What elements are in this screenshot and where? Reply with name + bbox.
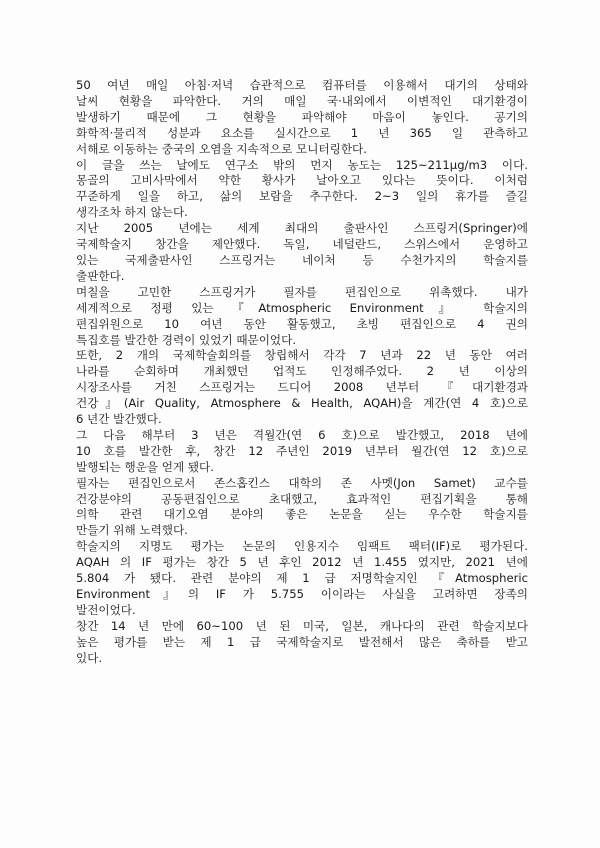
paragraph: [76, 78, 528, 158]
text-line: 서해로 이동하는 중국의 오염을 지속적으로 모니터링한다.: [76, 141, 367, 156]
paragraph: [76, 476, 528, 540]
paragraph: [76, 619, 528, 667]
text-line: 건강분야의 공동편집인으로 초대했고, 효과적인 편집기획을 통해: [76, 491, 528, 506]
text-line: 발생하기 때문에 그 현황을 파악해야 마음이 놓인다. 공기의: [76, 109, 528, 124]
text-line: 며칠을 고민한 스프링거가 필자를 편집인으로 위촉했다. 내가: [76, 284, 528, 299]
text-line: 이 글을 쓰는 날에도 연구소 밖의 먼지 농도는 125~211μg/m3 이다.: [76, 157, 528, 172]
text-line: 필자는 편집인으로서 존스홉킨스 대학의 존 사멧(Jon Samet) 교수를: [76, 475, 528, 490]
text-line: 있다.: [76, 650, 103, 665]
text-line: 50 여년 매일 아침·저녁 습관적으로 컴퓨터를 이용해서 대기의 상태와: [76, 78, 528, 92]
paragraph: [76, 221, 528, 285]
text-line: 5.804 가 됐다. 관련 분야의 제 1 급 저명학술지인 『Atmospheric: [76, 571, 528, 586]
text-line: 출판한다.: [76, 268, 125, 283]
text-line: 의학 관련 대기오염 분야의 좋은 논문을 싣는 우수한 학술지를: [76, 507, 528, 522]
text-line: 몽골의 고비사막에서 약한 황사가 날아오고 있다는 뜻이다. 이처럼: [76, 173, 528, 188]
text-line: 세계적으로 정평 있는 『Atmospheric Environment』 학술지의: [76, 300, 528, 315]
text-line: 발행되는 행운을 얻게 됐다.: [76, 459, 214, 474]
text-line: 지난 2005 년에는 세계 최대의 출판사인 스프링거(Springer)에: [76, 221, 528, 236]
text-line: 창간 14 년 만에 60~100 년 된 미국, 일본, 캐나다의 관련 학술지보다: [76, 618, 528, 633]
paragraph: [76, 428, 528, 476]
text-line: 날씨 현황을 파악한다. 거의 매일 국·내외에서 이변적인 대기환경이: [76, 93, 528, 108]
text-line: 나라를 순회하며 개최했던 업적도 인정해주었다. 2 년 이상의: [76, 364, 528, 379]
text-line: 특집호를 발간한 경력이 있었기 때문이었다.: [76, 332, 297, 347]
text-line: Environment』의 IF 가 5.755 이이라는 사실을 고려하면 장족의: [76, 587, 528, 601]
text-line: 국제학술지 창간을 제안했다. 독일, 네덜란드, 스위스에서 운영하고: [76, 237, 528, 252]
paragraph: [76, 285, 528, 349]
text-line: 건강』(Air Quality, Atmosphere & Health, AQAH)을 계간(연 4 호)으로: [76, 396, 528, 411]
text-line: 높은 평가를 받는 제 1 급 국제학술지로 발전해서 많은 축하를 받고: [76, 634, 528, 649]
text-line: 시장조사를 거친 스프링거는 드디어 2008 년부터 『대기환경과: [76, 380, 528, 395]
text-line: 꾸준하게 일을 하고, 삶의 보람을 추구한다. 2~3 일의 휴가를 즐길: [76, 189, 528, 204]
text-line: 10 호를 발간한 후, 창간 12 주년인 2019 년부터 월간(연 12 호)으로: [76, 443, 528, 458]
text-line: 화학적·물리적 성분과 요소를 실시간으로 1 년 365 일 관측하고: [76, 125, 528, 140]
text-line: 6 년간 발간했다.: [76, 412, 162, 427]
text-line: AQAH 의 IF 평가는 창간 5 년 후인 2012 년 1.455 였지만, 2021 년에: [76, 555, 528, 570]
paragraph: [76, 158, 528, 222]
paragraph: [76, 348, 528, 428]
text-line: 생각조차 하지 않는다.: [76, 205, 188, 220]
text-line: 편집위원으로 10 여년 동안 활동했고, 초빙 편집인으로 4 권의: [76, 316, 528, 331]
text-line: 그 다음 해부터 3 년은 격월간(연 6 호)으로 발간했고, 2018 년에: [76, 427, 528, 442]
text-line: 있는 국제출판사인 스프링거는 네이처 등 수천가지의 학술지를: [76, 252, 528, 267]
text-line: 또한, 2 개의 국제학술회의를 창립해서 각각 7 년과 22 년 동안 여러: [76, 348, 528, 363]
text-line: 발전이었다.: [76, 602, 136, 617]
document-body: [76, 78, 528, 667]
text-line: 만들기 위해 노력했다.: [76, 523, 188, 538]
paragraph: [76, 539, 528, 619]
text-line: 학술지의 지명도 평가는 논문의 인용지수 임팩트 팩터(IF)로 평가된다.: [76, 539, 528, 554]
